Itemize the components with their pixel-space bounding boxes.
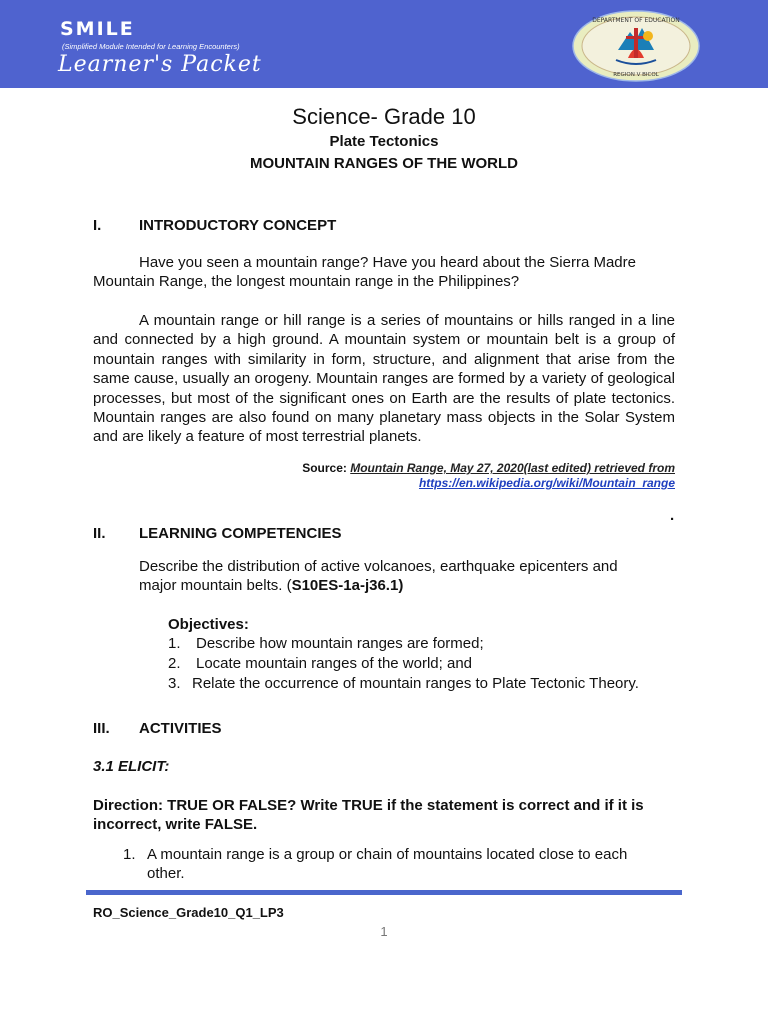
direction-text: Direction: TRUE OR FALSE? Write TRUE if the statement is correct and if it is incorrect, write FALSE. bbox=[93, 797, 644, 834]
objective-item bbox=[168, 634, 484, 653]
objectives-label: Objectives: bbox=[168, 616, 249, 633]
logo-region: REGION V BICOL bbox=[613, 72, 659, 78]
intro-paragraph-1: Have you seen a mountain range? Have you heard about the Sierra Madre Mountain Range, the longest mountain range in the Philippines? bbox=[93, 254, 636, 291]
footer-rule bbox=[86, 890, 682, 895]
source-citation bbox=[302, 461, 675, 491]
source-url-link[interactable]: https://en.wikipedia.org/wiki/Mountain_range bbox=[418, 476, 675, 490]
subtitle-topic: Plate Tectonics bbox=[329, 133, 439, 150]
objective-number: 1. bbox=[168, 635, 181, 652]
elicit-heading: 3.1 ELICIT: bbox=[93, 758, 170, 775]
page-number: 1 bbox=[380, 924, 388, 939]
question-number: 1. bbox=[123, 846, 136, 863]
competency-description: Describe the distribution of active volcanoes, earthquake epicenters and major mountain belts. ( bbox=[139, 558, 618, 595]
objective-text: Relate the occurrence of mountain ranges to Plate Tectonic Theory. bbox=[192, 675, 639, 692]
objective-number: 3. bbox=[168, 675, 181, 692]
competency-text bbox=[139, 557, 649, 596]
objective-text: Locate mountain ranges of the world; and bbox=[196, 655, 473, 672]
source-label: Source: bbox=[302, 461, 347, 475]
brand-subtitle: (Simplified Module Intended for Learning Encounters) bbox=[62, 42, 240, 51]
question-text: A mountain range is a group or chain of mountains located close to each other. bbox=[147, 846, 628, 883]
section-3-number: III. bbox=[93, 720, 110, 737]
section-1-number: I. bbox=[93, 217, 102, 234]
section-2-number: II. bbox=[93, 525, 106, 542]
brand-smile: SMILE bbox=[60, 18, 135, 40]
stray-dot: . bbox=[670, 507, 675, 524]
page-title: Science- Grade 10 bbox=[292, 104, 476, 129]
section-2-heading: LEARNING COMPETENCIES bbox=[139, 525, 342, 542]
objective-item bbox=[168, 674, 639, 693]
section-3-heading: ACTIVITIES bbox=[139, 720, 222, 737]
competency-code: S10ES-1a-j36.1) bbox=[291, 577, 404, 595]
section-1-heading: INTRODUCTORY CONCEPT bbox=[139, 217, 337, 234]
footer-code: RO_Science_Grade10_Q1_LP3 bbox=[93, 905, 284, 920]
header-banner bbox=[0, 0, 768, 88]
intro-paragraph-2: A mountain range or hill range is a series of mountains or hills ranged in a line and connected by a high ground. A mountain system or mountain belt is a group of mountain ranges with similarity in form, structure, and alignment that arise from the same cause, usually an orogeny. Mountain ranges are formed by a variety of geological processes, but most of the significant ones on Earth are the results of plate tectonics. Mountain ranges are also found on many planetary mass objects in the Solar System and are likely a feature of most terrestrial planets. bbox=[93, 312, 675, 446]
objective-text: Describe how mountain ranges are formed; bbox=[196, 635, 484, 652]
deped-region-logo-icon bbox=[572, 10, 700, 82]
subtitle-lesson: MOUNTAIN RANGES OF THE WORLD bbox=[249, 155, 519, 172]
learners-packet-title: Learner's Packet bbox=[58, 52, 262, 77]
logo-text: DEPARTMENT OF EDUCATION bbox=[592, 17, 680, 24]
source-reference-link[interactable]: Mountain Range, May 27, 2020(last edited) retrieved from bbox=[350, 461, 675, 475]
objective-item bbox=[168, 654, 473, 673]
objective-number: 2. bbox=[168, 655, 181, 672]
